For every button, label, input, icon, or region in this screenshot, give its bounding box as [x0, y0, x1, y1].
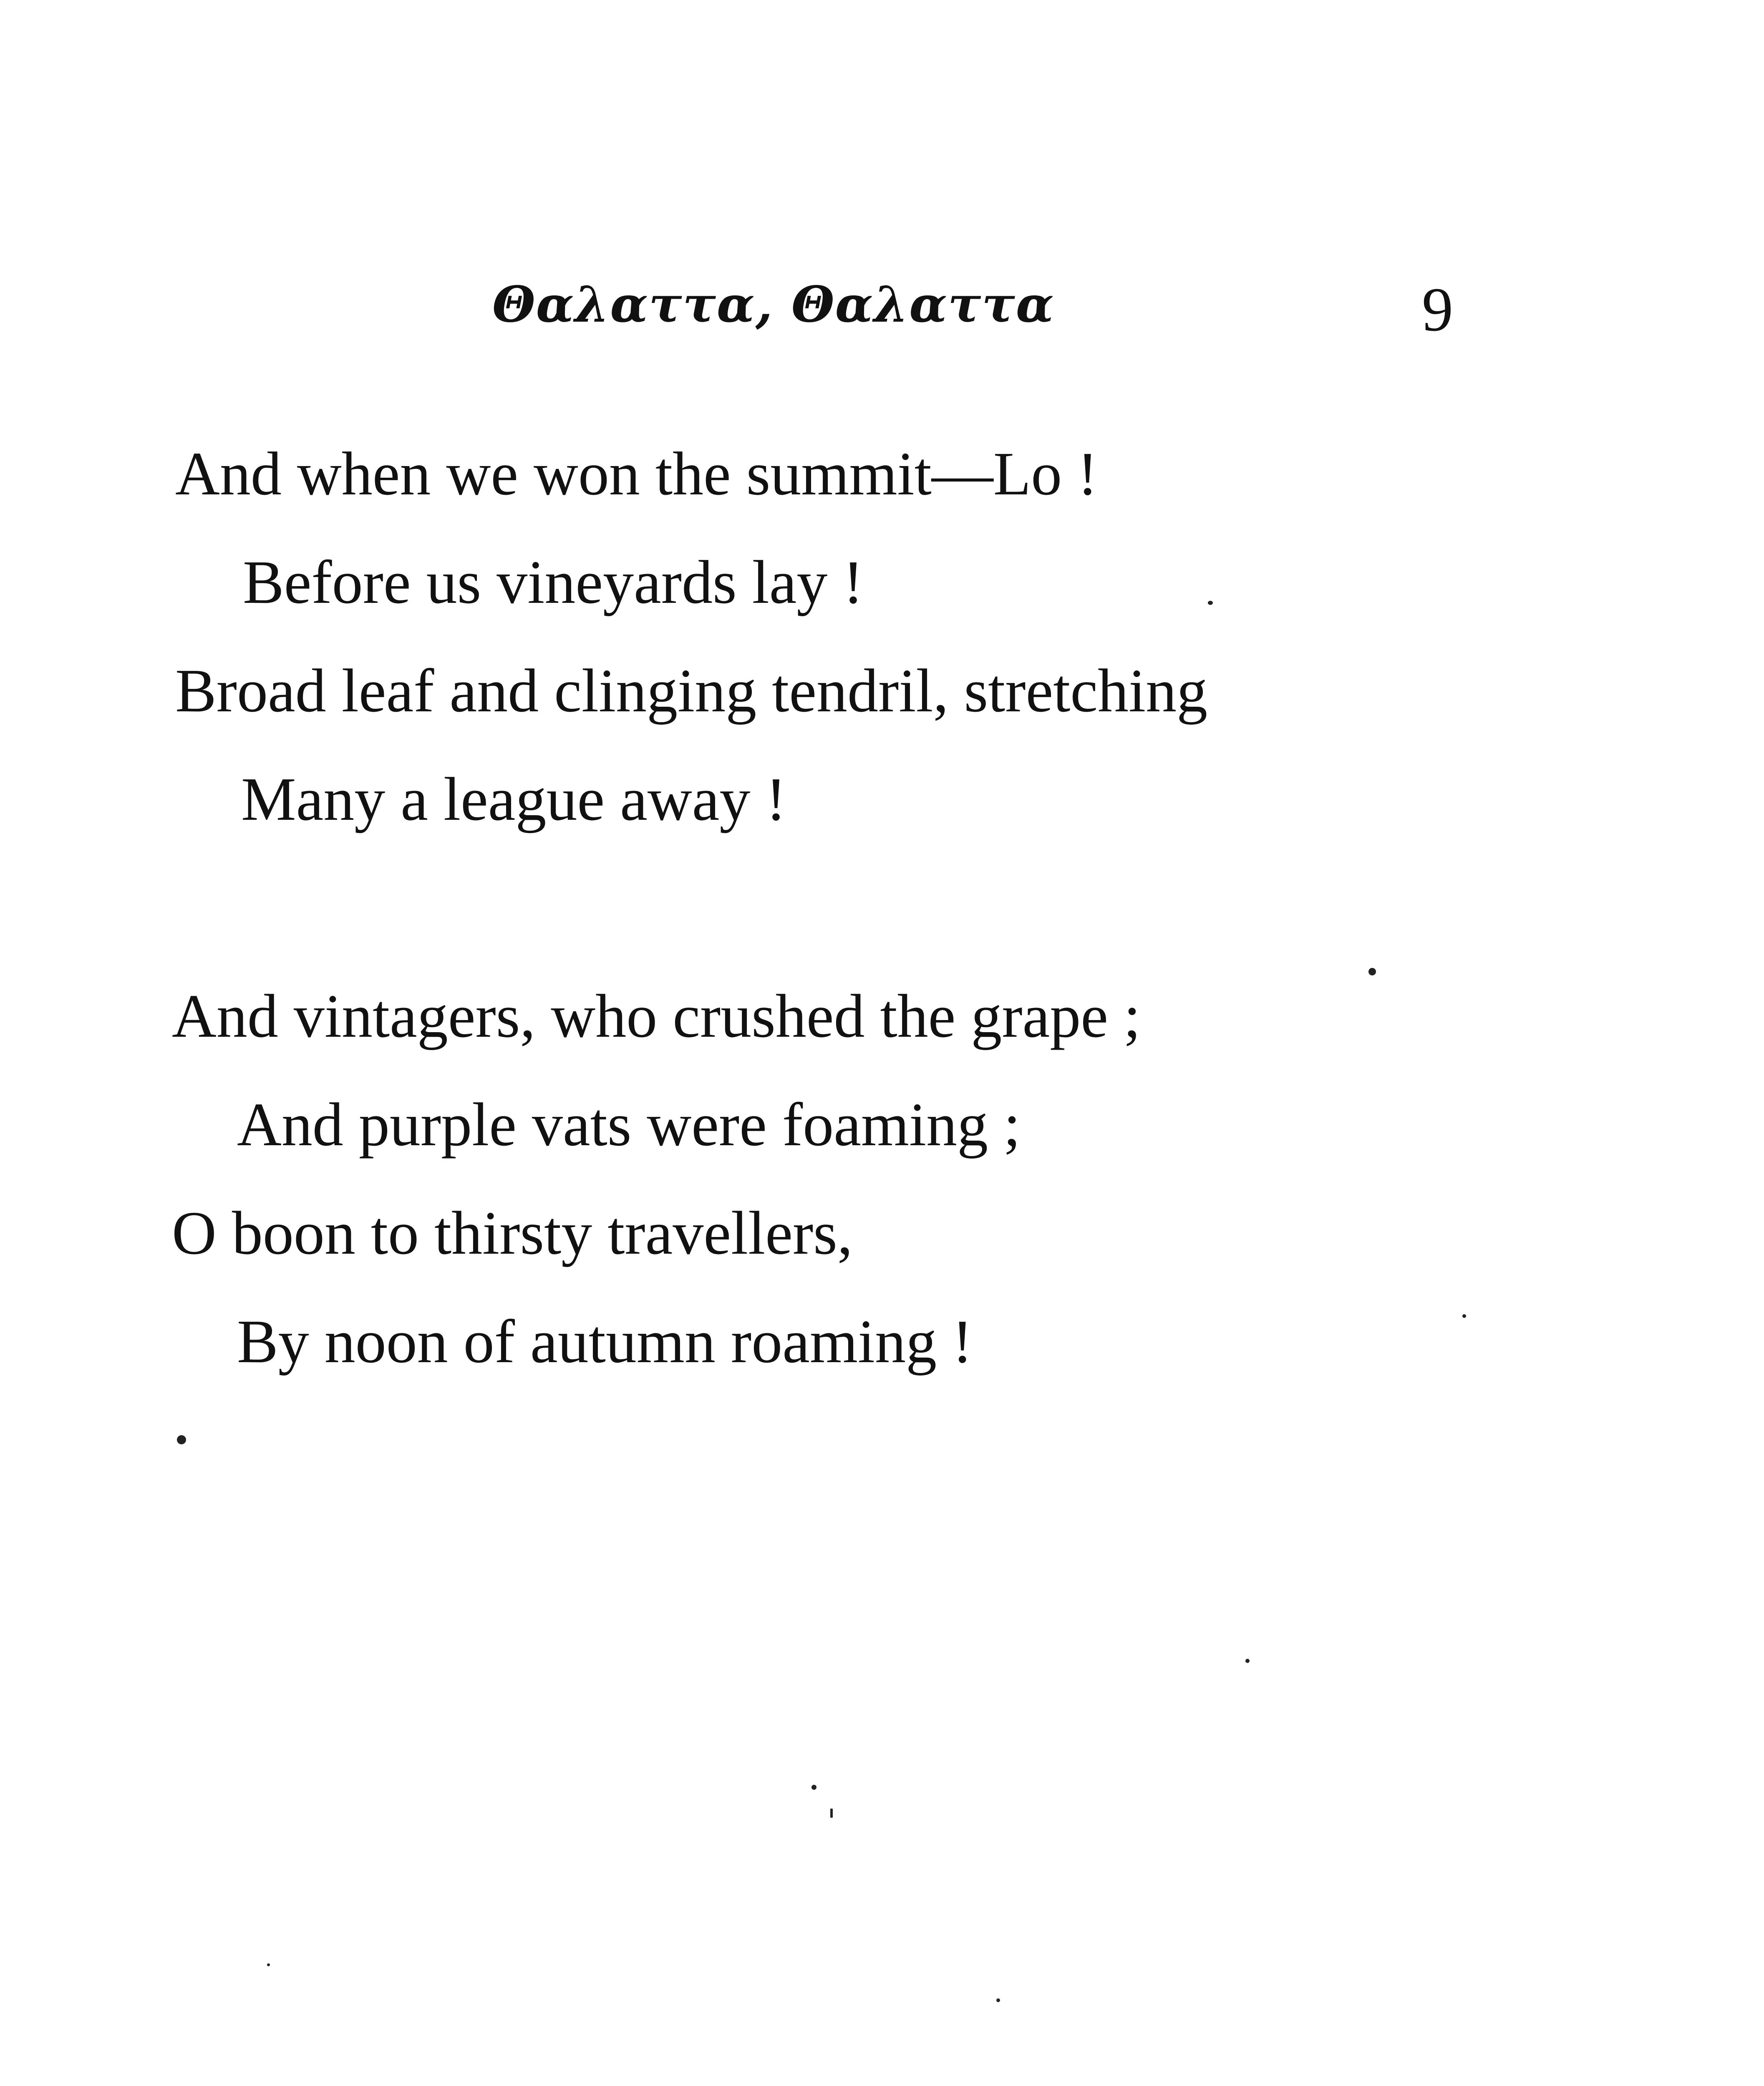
- poem-line: Broad leaf and clinging tendril, stretching: [175, 657, 1208, 725]
- page-number: 9: [1422, 275, 1453, 344]
- poem-line: And purple vats were foaming ;: [237, 1091, 1021, 1159]
- scan-speck: [811, 1785, 816, 1790]
- scan-speck: [1368, 968, 1376, 975]
- poem-line: By noon of autumn roaming !: [237, 1308, 973, 1376]
- scan-speck: [1245, 1659, 1250, 1663]
- poem-line: Before us vineyards lay !: [243, 548, 864, 617]
- poem-line: Many a league away !: [241, 765, 786, 834]
- scan-speck: [267, 1963, 270, 1966]
- scan-speck: [1462, 1314, 1466, 1318]
- running-head: Θαλαττα, Θαλαττα: [492, 275, 1055, 333]
- poem-line: And when we won the summit—Lo !: [175, 440, 1098, 508]
- scan-speck: [1208, 601, 1213, 605]
- scan-speck: [996, 1998, 1000, 2002]
- scan-speck: [830, 1809, 833, 1818]
- poem-line: And vintagers, who crushed the grape ;: [172, 982, 1141, 1051]
- scan-speck: [177, 1435, 186, 1444]
- poem-line: O boon to thirsty travellers,: [172, 1199, 853, 1267]
